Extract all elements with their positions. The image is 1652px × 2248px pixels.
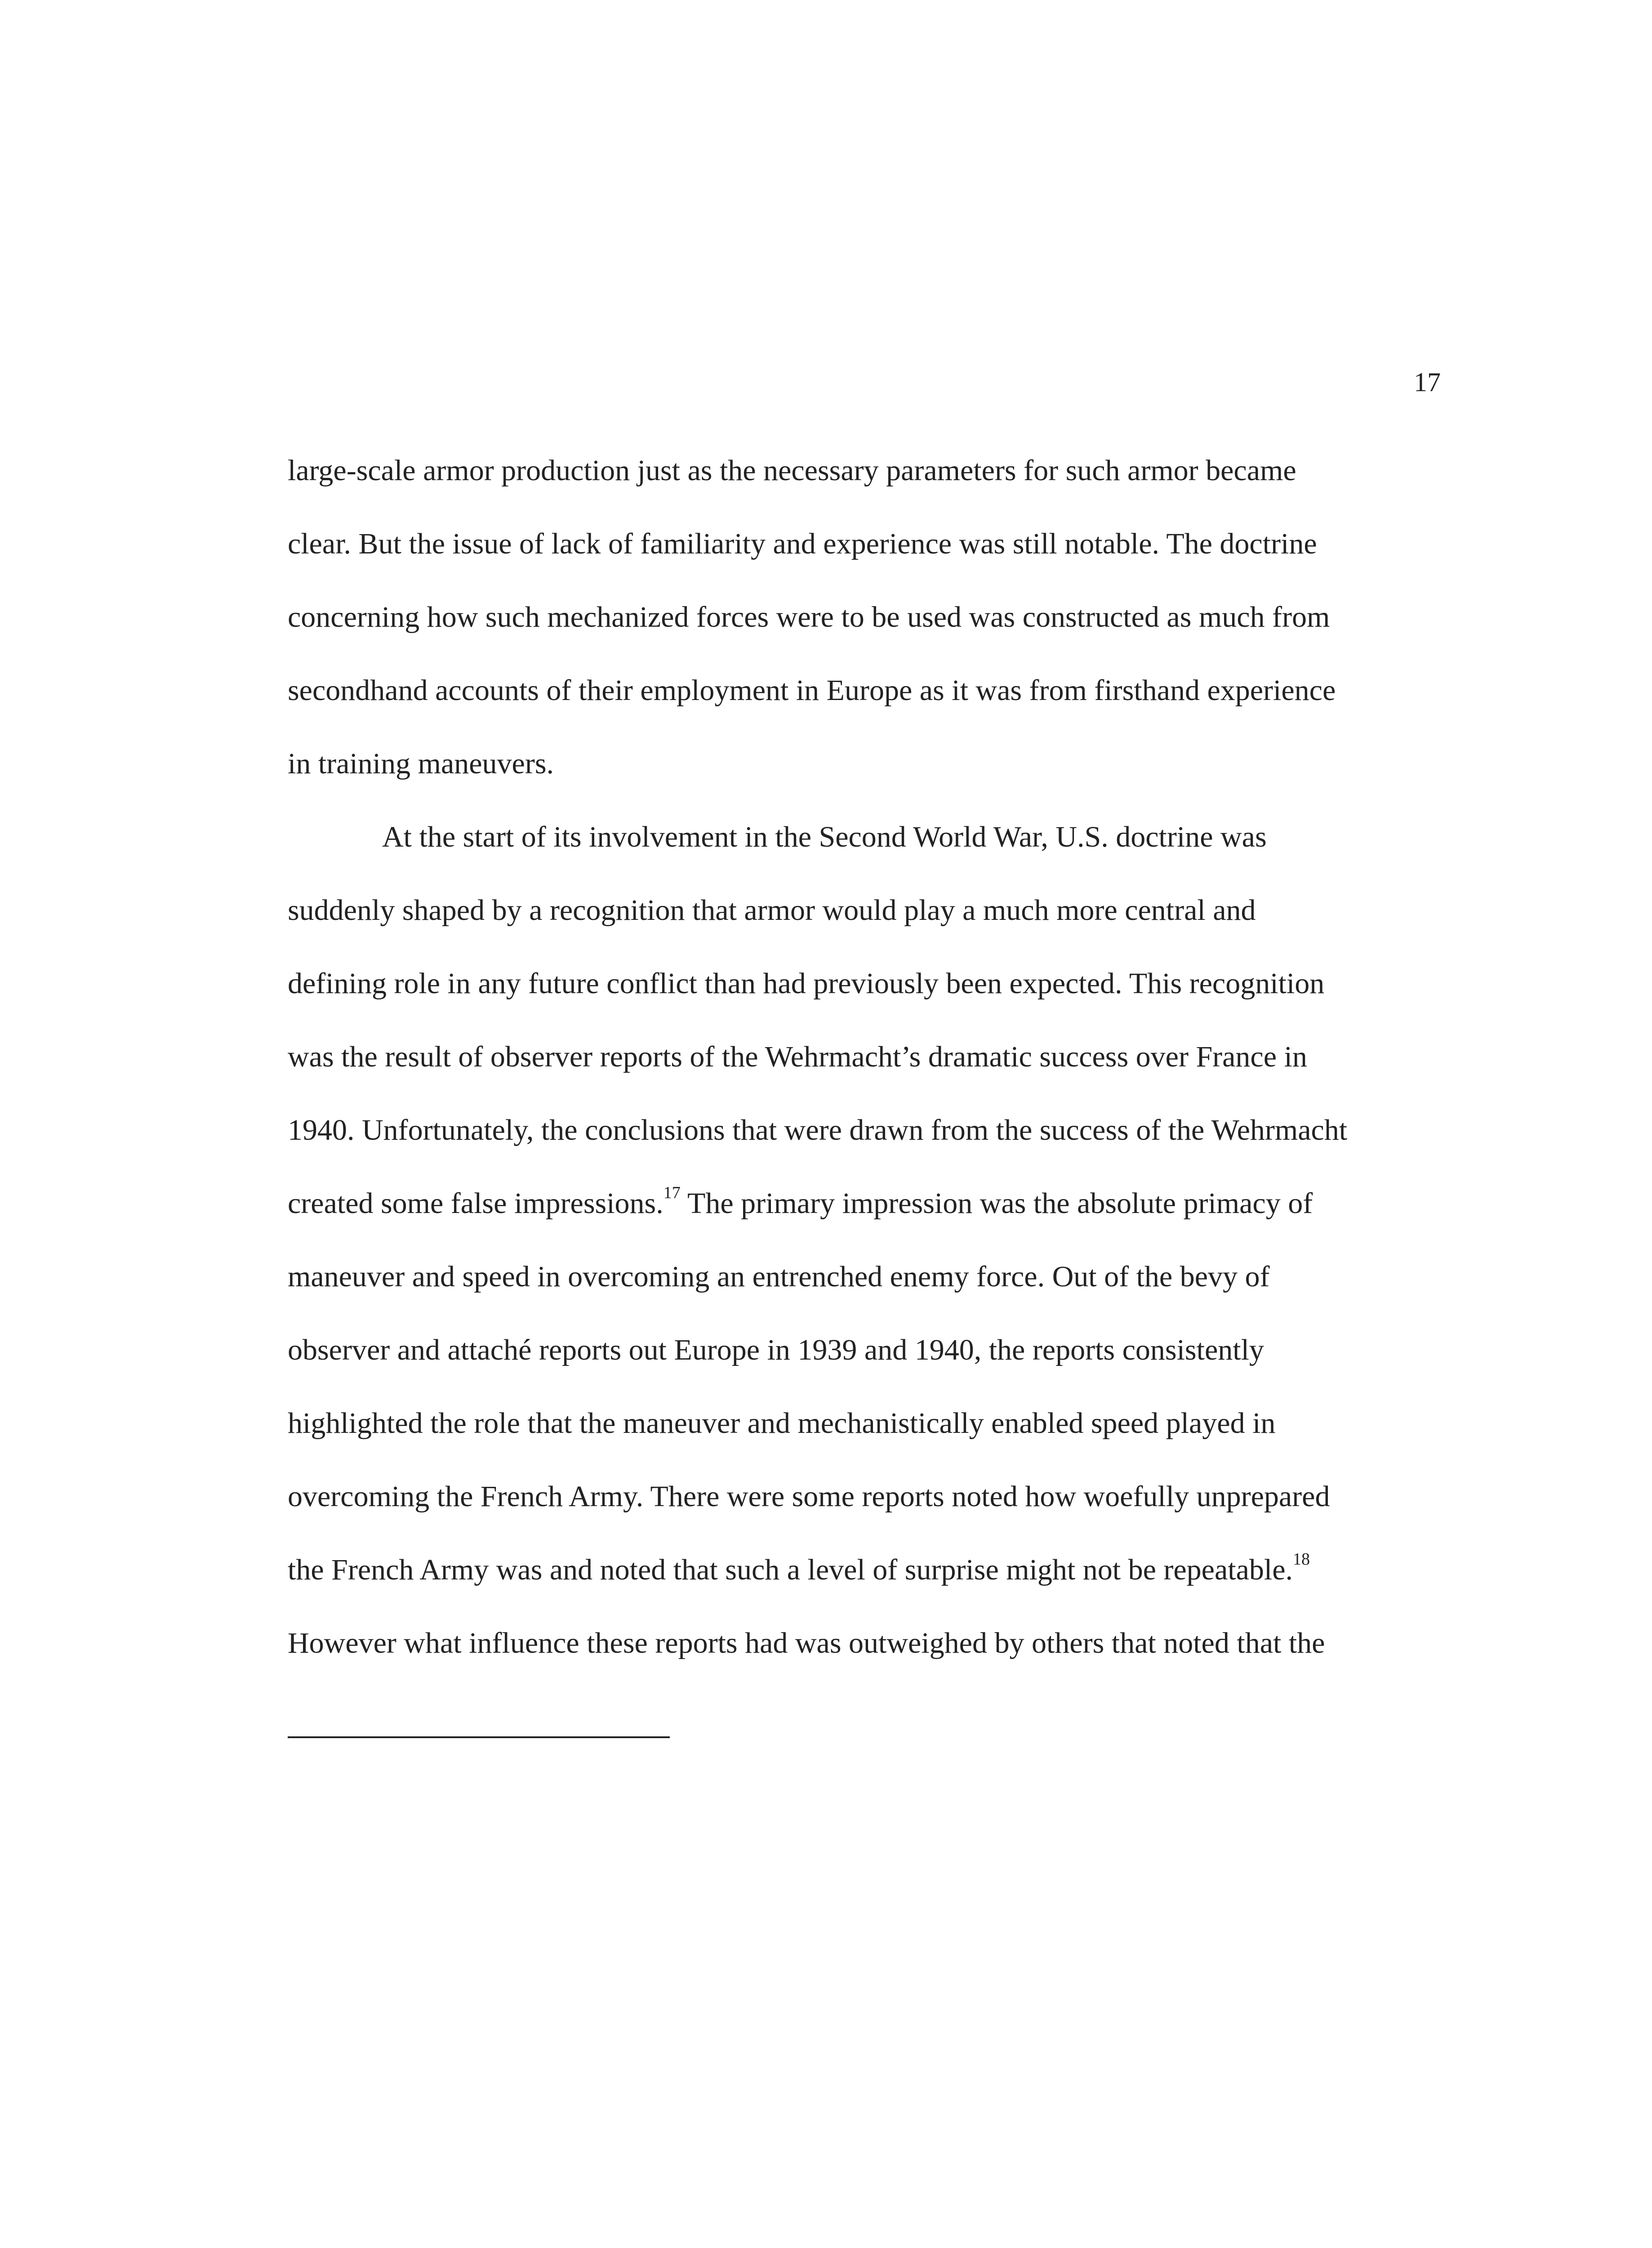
text-line: secondhand accounts of their employment in Europe as it was from firsthand experience (288, 674, 1336, 707)
footnote-marker: 18 (1293, 1550, 1310, 1569)
paragraph-first-line: At the start of its involvement in the Second World War, U.S. doctrine was (382, 821, 1267, 853)
text-line: clear. But the issue of lack of familiarity and experience was still notable. The doctrine (288, 527, 1317, 560)
line-text: the French Army was and noted that such a level of surprise might not be repeatable. (288, 1553, 1293, 1586)
footnote-marker: 17 (663, 1183, 681, 1202)
text-line-with-footnote (288, 1533, 1438, 1606)
text-line: observer and attaché reports out Europe in 1939 and 1940, the reports consistently (288, 1334, 1264, 1366)
text-line: maneuver and speed in overcoming an entrenched enemy force. Out of the bevy of (288, 1260, 1270, 1293)
text-line: in training maneuvers. (288, 747, 554, 780)
text-line: large-scale armor production just as the necessary parameters for such armor became (288, 454, 1296, 487)
text-line: However what influence these reports had was outweighed by others that noted that the (288, 1627, 1325, 1659)
footnote-separator (288, 1736, 670, 1738)
text-line: highlighted the role that the maneuver and mechanistically enabled speed played in (288, 1407, 1276, 1440)
text-line: 1940. Unfortunately, the conclusions that were drawn from the success of the Wehrmacht (288, 1114, 1348, 1146)
text-line: concerning how such mechanized forces were to be used was constructed as much from (288, 601, 1330, 633)
text-line: was the result of observer reports of the Wehrmacht’s dramatic success over France in (288, 1040, 1307, 1073)
page-number: 17 (1414, 367, 1441, 397)
body-text (288, 434, 1438, 1680)
text-line: suddenly shaped by a recognition that armor would play a much more central and (288, 894, 1256, 927)
text-line: defining role in any future conflict than had previously been expected. This recognition (288, 967, 1325, 1000)
text-line: overcoming the French Army. There were some reports noted how woefully unprepared (288, 1480, 1330, 1513)
line-text: created some false impressions. (288, 1187, 663, 1220)
line-text: The primary impression was the absolute primacy of (680, 1187, 1313, 1220)
text-line-with-footnote (288, 1167, 1438, 1240)
